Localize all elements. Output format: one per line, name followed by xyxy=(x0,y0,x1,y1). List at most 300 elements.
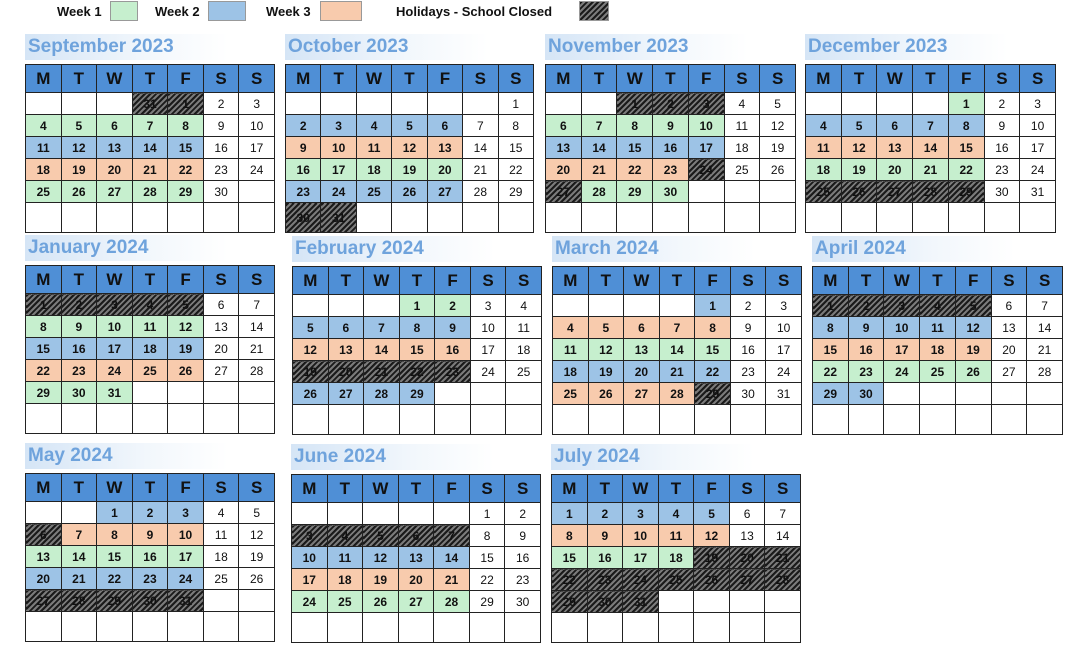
empty-cell xyxy=(293,295,329,317)
day-cell: 11 xyxy=(203,524,239,546)
day-cell: 23 xyxy=(132,568,168,590)
week-row xyxy=(26,382,275,404)
day-cell: 18 xyxy=(806,159,842,181)
day-cell: 24 xyxy=(168,568,204,590)
day-cell: 11 xyxy=(26,137,62,159)
day-cell: 3 xyxy=(168,502,204,524)
day-cell: 5 xyxy=(392,115,427,137)
week-row xyxy=(286,137,534,159)
empty-cell xyxy=(729,613,765,643)
month-calendar xyxy=(551,446,801,643)
empty-cell xyxy=(292,503,328,525)
holiday-cell: 3 xyxy=(688,93,724,115)
month-calendar xyxy=(805,36,1056,233)
day-cell: 14 xyxy=(659,339,695,361)
day-cell: 29 xyxy=(617,181,653,203)
day-cell: 25 xyxy=(203,568,239,590)
month-title: March 2024 xyxy=(552,236,755,262)
empty-cell xyxy=(760,181,796,203)
empty-cell xyxy=(984,203,1020,233)
weekday-header-row xyxy=(26,266,275,294)
empty-cell xyxy=(363,503,399,525)
day-cell: 12 xyxy=(168,316,204,338)
day-cell: 16 xyxy=(587,547,623,569)
day-cell: 30 xyxy=(984,181,1020,203)
day-cell: 30 xyxy=(203,181,239,203)
empty-cell xyxy=(841,93,877,115)
day-cell: 1 xyxy=(948,93,984,115)
legend-swatch-week-3 xyxy=(320,1,362,21)
day-cell: 1 xyxy=(552,503,588,525)
empty-cell xyxy=(239,612,275,642)
week-row xyxy=(292,525,541,547)
week-row xyxy=(292,569,541,591)
empty-cell xyxy=(766,405,802,435)
day-cell: 19 xyxy=(392,159,427,181)
empty-cell xyxy=(546,93,582,115)
day-cell: 15 xyxy=(97,546,133,568)
day-cell: 13 xyxy=(546,137,582,159)
empty-cell xyxy=(920,405,956,435)
weekday-header: T xyxy=(588,267,624,295)
day-cell: 11 xyxy=(553,339,589,361)
month-table xyxy=(812,266,1063,435)
day-cell: 31 xyxy=(97,382,133,404)
day-cell: 27 xyxy=(97,181,133,203)
weekday-header: W xyxy=(877,65,913,93)
day-cell: 20 xyxy=(877,159,913,181)
empty-cell xyxy=(203,612,239,642)
holiday-cell: 1 xyxy=(26,294,62,316)
day-cell: 20 xyxy=(427,159,462,181)
week-row xyxy=(552,547,801,569)
holiday-cell: 25 xyxy=(806,181,842,203)
empty-cell xyxy=(328,405,364,435)
day-cell: 16 xyxy=(730,339,766,361)
empty-cell xyxy=(168,404,204,434)
empty-cell xyxy=(168,203,204,233)
day-cell: 14 xyxy=(1027,317,1063,339)
empty-cell xyxy=(463,203,498,233)
weekday-header: F xyxy=(694,475,730,503)
empty-cell xyxy=(658,613,694,643)
day-cell: 15 xyxy=(399,339,435,361)
empty-cell xyxy=(581,93,617,115)
day-cell: 25 xyxy=(506,361,542,383)
empty-cell xyxy=(61,404,97,434)
weekday-header: M xyxy=(26,474,62,502)
day-cell: 10 xyxy=(470,317,506,339)
day-cell: 13 xyxy=(398,547,434,569)
day-cell: 4 xyxy=(26,115,62,137)
day-cell: 17 xyxy=(623,547,659,569)
day-cell: 6 xyxy=(328,317,364,339)
day-cell: 8 xyxy=(552,525,588,547)
empty-cell xyxy=(398,503,434,525)
week-row xyxy=(26,316,275,338)
week-row xyxy=(552,569,801,591)
weekday-header: S xyxy=(239,474,275,502)
day-cell: 7 xyxy=(765,503,801,525)
week-row xyxy=(26,338,275,360)
day-cell: 8 xyxy=(695,317,731,339)
day-cell: 6 xyxy=(877,115,913,137)
day-cell: 27 xyxy=(203,360,239,382)
day-cell: 14 xyxy=(239,316,275,338)
weekday-header: T xyxy=(61,65,97,93)
weekday-header: W xyxy=(97,266,133,294)
weekday-header: F xyxy=(695,267,731,295)
week-row xyxy=(286,203,534,233)
day-cell: 21 xyxy=(913,159,949,181)
day-cell: 27 xyxy=(624,383,660,405)
weekday-header: S xyxy=(505,475,541,503)
holiday-cell: 5 xyxy=(955,295,991,317)
holiday-cell: 31 xyxy=(132,93,168,115)
weekday-header: S xyxy=(239,65,275,93)
weekday-header-row xyxy=(292,475,541,503)
week-row xyxy=(553,295,802,317)
week-row xyxy=(26,404,275,434)
day-cell: 2 xyxy=(435,295,471,317)
weekday-header-row xyxy=(286,65,534,93)
legend xyxy=(0,0,1078,26)
empty-cell xyxy=(327,503,363,525)
weekday-header: M xyxy=(546,65,582,93)
day-cell: 14 xyxy=(132,137,168,159)
day-cell: 22 xyxy=(948,159,984,181)
empty-cell xyxy=(328,295,364,317)
empty-cell xyxy=(841,203,877,233)
empty-cell xyxy=(463,93,498,115)
day-cell: 30 xyxy=(61,382,97,404)
weekday-header: S xyxy=(760,65,796,93)
month-calendar xyxy=(25,36,275,233)
weekday-header: T xyxy=(61,266,97,294)
weekday-header: S xyxy=(730,267,766,295)
day-cell: 27 xyxy=(427,181,462,203)
day-cell: 15 xyxy=(168,137,204,159)
day-cell: 2 xyxy=(203,93,239,115)
holiday-cell: 1 xyxy=(813,295,849,317)
empty-cell xyxy=(168,612,204,642)
day-cell: 24 xyxy=(239,159,275,181)
holiday-cell: 6 xyxy=(26,524,62,546)
day-cell: 11 xyxy=(920,317,956,339)
day-cell: 16 xyxy=(286,159,321,181)
weekday-header: S xyxy=(991,267,1027,295)
day-cell: 21 xyxy=(434,569,470,591)
day-cell: 28 xyxy=(463,181,498,203)
holiday-cell: 23 xyxy=(435,361,471,383)
empty-cell xyxy=(1020,203,1056,233)
weekday-header: F xyxy=(948,65,984,93)
empty-cell xyxy=(356,93,391,115)
month-table xyxy=(285,64,534,233)
week-row xyxy=(813,383,1063,405)
empty-cell xyxy=(239,203,275,233)
empty-cell xyxy=(132,203,168,233)
empty-cell xyxy=(26,502,62,524)
empty-cell xyxy=(653,203,689,233)
day-cell: 2 xyxy=(132,502,168,524)
empty-cell xyxy=(724,203,760,233)
weekday-header: F xyxy=(688,65,724,93)
week-row xyxy=(292,547,541,569)
month-table xyxy=(805,64,1056,233)
empty-cell xyxy=(581,203,617,233)
empty-cell xyxy=(364,405,400,435)
day-cell: 7 xyxy=(659,317,695,339)
day-cell: 18 xyxy=(26,159,62,181)
empty-cell xyxy=(913,93,949,115)
weekday-header: F xyxy=(168,474,204,502)
month-title: September 2023 xyxy=(25,34,228,60)
day-cell: 29 xyxy=(498,181,533,203)
day-cell: 4 xyxy=(553,317,589,339)
empty-cell xyxy=(97,203,133,233)
day-cell: 9 xyxy=(653,115,689,137)
day-cell: 6 xyxy=(729,503,765,525)
day-cell: 16 xyxy=(61,338,97,360)
day-cell: 28 xyxy=(581,181,617,203)
day-cell: 21 xyxy=(132,159,168,181)
weekday-header: T xyxy=(328,267,364,295)
weekday-header: T xyxy=(321,65,356,93)
day-cell: 25 xyxy=(327,591,363,613)
week-row xyxy=(546,93,796,115)
day-cell: 24 xyxy=(884,361,920,383)
day-cell: 14 xyxy=(913,137,949,159)
day-cell: 20 xyxy=(991,339,1027,361)
empty-cell xyxy=(239,181,275,203)
empty-cell xyxy=(659,295,695,317)
week-row xyxy=(553,361,802,383)
month-title: January 2024 xyxy=(25,235,228,261)
day-cell: 3 xyxy=(766,295,802,317)
weekday-header: W xyxy=(97,65,133,93)
empty-cell xyxy=(877,93,913,115)
day-cell: 18 xyxy=(724,137,760,159)
weekday-header: W xyxy=(617,65,653,93)
weekday-header: W xyxy=(363,475,399,503)
day-cell: 19 xyxy=(955,339,991,361)
empty-cell xyxy=(321,93,356,115)
holiday-cell: 27 xyxy=(26,590,62,612)
weekday-header: T xyxy=(659,267,695,295)
day-cell: 19 xyxy=(760,137,796,159)
weekday-header: S xyxy=(766,267,802,295)
day-cell: 12 xyxy=(955,317,991,339)
weekday-header: S xyxy=(203,474,239,502)
day-cell: 12 xyxy=(588,339,624,361)
day-cell: 22 xyxy=(813,361,849,383)
week-row xyxy=(546,159,796,181)
holiday-cell: 26 xyxy=(841,181,877,203)
holiday-cell: 20 xyxy=(328,361,364,383)
weekday-header: T xyxy=(398,475,434,503)
week-row xyxy=(26,159,275,181)
month-title: April 2024 xyxy=(812,236,1015,262)
empty-cell xyxy=(617,203,653,233)
day-cell: 19 xyxy=(841,159,877,181)
empty-cell xyxy=(97,612,133,642)
day-cell: 17 xyxy=(97,338,133,360)
day-cell: 22 xyxy=(695,361,731,383)
day-cell: 15 xyxy=(695,339,731,361)
empty-cell xyxy=(695,405,731,435)
week-row xyxy=(552,591,801,613)
day-cell: 26 xyxy=(588,383,624,405)
day-cell: 8 xyxy=(469,525,505,547)
week-row xyxy=(26,502,275,524)
day-cell: 10 xyxy=(623,525,659,547)
holiday-cell: 28 xyxy=(61,590,97,612)
week-row xyxy=(26,294,275,316)
holiday-cell: 19 xyxy=(694,547,730,569)
day-cell: 20 xyxy=(203,338,239,360)
day-cell: 2 xyxy=(984,93,1020,115)
weekday-header: M xyxy=(286,65,321,93)
day-cell: 19 xyxy=(363,569,399,591)
day-cell: 5 xyxy=(293,317,329,339)
empty-cell xyxy=(392,93,427,115)
empty-cell xyxy=(729,591,765,613)
day-cell: 17 xyxy=(884,339,920,361)
week-row xyxy=(26,115,275,137)
day-cell: 24 xyxy=(292,591,328,613)
holiday-cell: 29 xyxy=(695,383,731,405)
empty-cell xyxy=(498,203,533,233)
legend-swatch-week-2 xyxy=(208,1,246,21)
day-cell: 10 xyxy=(1020,115,1056,137)
day-cell: 11 xyxy=(658,525,694,547)
week-row xyxy=(806,115,1056,137)
weekday-header: S xyxy=(984,65,1020,93)
day-cell: 15 xyxy=(498,137,533,159)
weekday-header: T xyxy=(841,65,877,93)
legend-label-holidays: Holidays - School Closed xyxy=(396,4,553,19)
empty-cell xyxy=(553,405,589,435)
day-cell: 18 xyxy=(327,569,363,591)
empty-cell xyxy=(688,203,724,233)
empty-cell xyxy=(552,613,588,643)
month-table xyxy=(292,266,542,435)
day-cell: 12 xyxy=(694,525,730,547)
holiday-cell: 1 xyxy=(168,93,204,115)
day-cell: 8 xyxy=(498,115,533,137)
empty-cell xyxy=(1027,383,1063,405)
day-cell: 7 xyxy=(132,115,168,137)
weekday-header: S xyxy=(765,475,801,503)
day-cell: 18 xyxy=(132,338,168,360)
holiday-cell: 5 xyxy=(363,525,399,547)
day-cell: 16 xyxy=(984,137,1020,159)
week-row xyxy=(546,115,796,137)
month-table xyxy=(552,266,802,435)
month-calendar xyxy=(292,238,542,435)
day-cell: 3 xyxy=(321,115,356,137)
week-row xyxy=(546,137,796,159)
empty-cell xyxy=(724,181,760,203)
empty-cell xyxy=(884,405,920,435)
month-title: June 2024 xyxy=(291,444,494,470)
weekday-header: F xyxy=(435,267,471,295)
day-cell: 10 xyxy=(239,115,275,137)
day-cell: 17 xyxy=(688,137,724,159)
weekday-header: M xyxy=(813,267,849,295)
day-cell: 8 xyxy=(26,316,62,338)
day-cell: 25 xyxy=(920,361,956,383)
week-row xyxy=(806,181,1056,203)
holiday-cell: 21 xyxy=(765,547,801,569)
week-row xyxy=(806,93,1056,115)
day-cell: 25 xyxy=(553,383,589,405)
legend-swatch-week-1 xyxy=(110,1,138,21)
day-cell: 14 xyxy=(434,547,470,569)
empty-cell xyxy=(955,405,991,435)
week-row xyxy=(813,295,1063,317)
day-cell: 9 xyxy=(984,115,1020,137)
day-cell: 13 xyxy=(328,339,364,361)
day-cell: 17 xyxy=(292,569,328,591)
empty-cell xyxy=(97,93,133,115)
day-cell: 7 xyxy=(1027,295,1063,317)
day-cell: 3 xyxy=(239,93,275,115)
weekday-header: S xyxy=(729,475,765,503)
holiday-cell: 3 xyxy=(97,294,133,316)
empty-cell xyxy=(765,591,801,613)
empty-cell xyxy=(694,591,730,613)
empty-cell xyxy=(658,591,694,613)
day-cell: 14 xyxy=(364,339,400,361)
day-cell: 22 xyxy=(617,159,653,181)
weekday-header: M xyxy=(552,475,588,503)
day-cell: 13 xyxy=(26,546,62,568)
weekday-header: S xyxy=(203,266,239,294)
day-cell: 1 xyxy=(97,502,133,524)
day-cell: 30 xyxy=(505,591,541,613)
empty-cell xyxy=(506,383,542,405)
month-calendar xyxy=(552,238,802,435)
day-cell: 16 xyxy=(505,547,541,569)
day-cell: 6 xyxy=(97,115,133,137)
weekday-header: W xyxy=(623,475,659,503)
month-table xyxy=(25,64,275,233)
day-cell: 29 xyxy=(26,382,62,404)
day-cell: 23 xyxy=(286,181,321,203)
holiday-cell: 19 xyxy=(293,361,329,383)
day-cell: 3 xyxy=(1020,93,1056,115)
day-cell: 1 xyxy=(695,295,731,317)
day-cell: 27 xyxy=(328,383,364,405)
day-cell: 23 xyxy=(61,360,97,382)
empty-cell xyxy=(877,203,913,233)
day-cell: 18 xyxy=(506,339,542,361)
weekday-header: S xyxy=(1027,267,1063,295)
day-cell: 29 xyxy=(168,181,204,203)
day-cell: 19 xyxy=(588,361,624,383)
day-cell: 8 xyxy=(97,524,133,546)
legend-label-week-1: Week 1 xyxy=(57,4,102,19)
empty-cell xyxy=(286,93,321,115)
week-row xyxy=(813,317,1063,339)
holiday-cell: 29 xyxy=(948,181,984,203)
day-cell: 8 xyxy=(399,317,435,339)
day-cell: 9 xyxy=(435,317,471,339)
day-cell: 17 xyxy=(239,137,275,159)
day-cell: 13 xyxy=(624,339,660,361)
